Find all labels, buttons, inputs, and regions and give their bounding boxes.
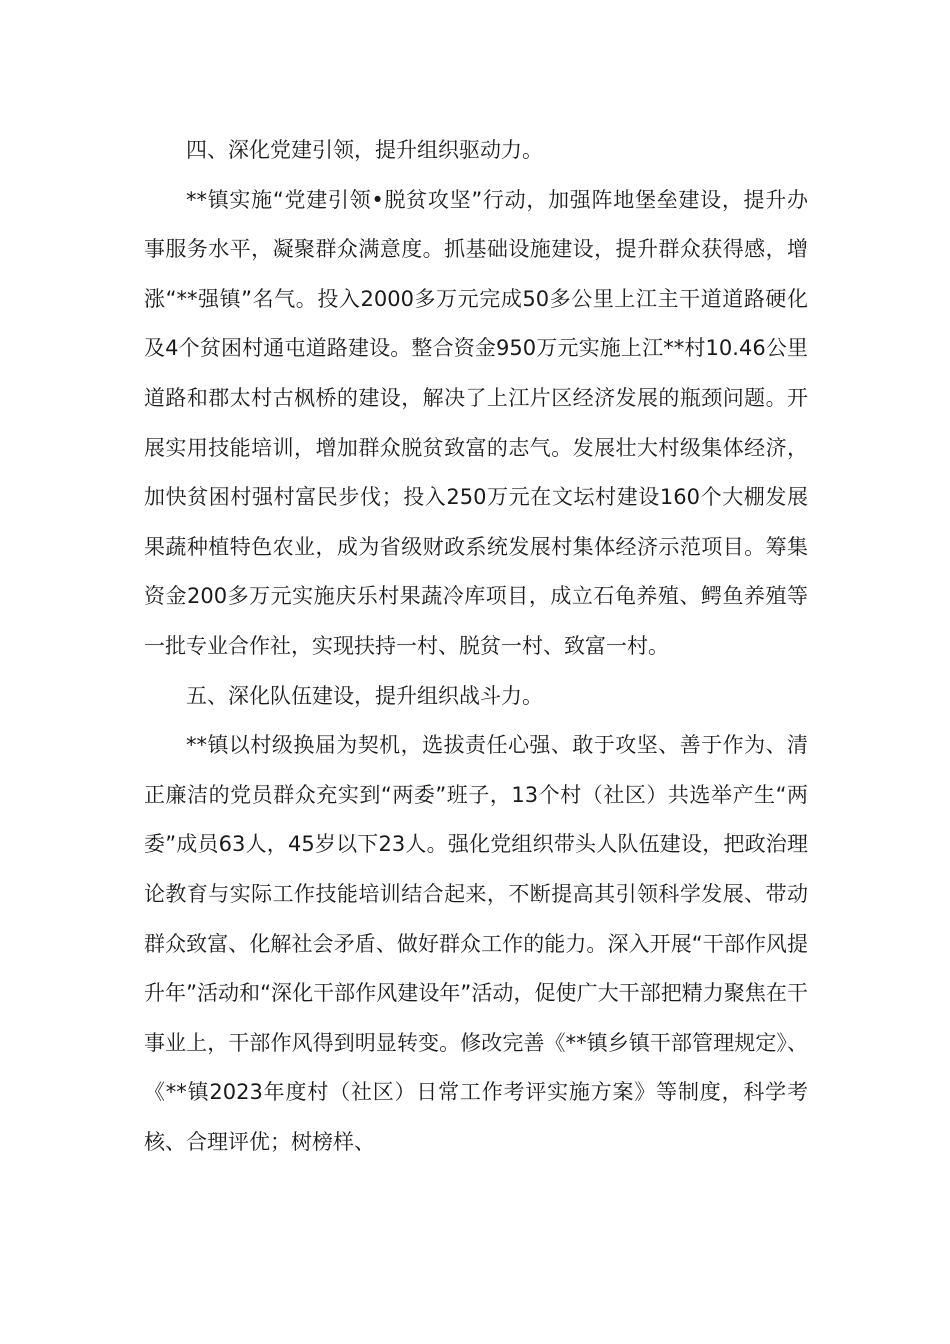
document-body bbox=[144, 126, 808, 1167]
section-paragraph-5: **镇以村级换届为契机，选拔责任心强、敢于攻坚、善于作为、清正廉洁的党员群众充实到“两委”班子，13个村（社区）共选举产生“两委”成员63人，45岁以下23人。强化党组织带头人队伍建设，把政治理论教育与实际工作技能培训结合起来，不断提高其引领科学发展、带动群众致富、化解社会矛盾、做好群众工作的能力。深入开展“干部作风提升年”活动和“深化干部作风建设年”活动，促使广大干部把精力聚焦在干事业上，干部作风得到明显转变。修改完善《**镇乡镇干部管理规定》、《**镇2023年度村（社区）日常工作考评实施方案》等制度，科学考核、合理评优；树榜样、 bbox=[144, 733, 808, 1154]
section-heading-5: 五、深化队伍建设，提升组织战斗力。 bbox=[186, 683, 543, 708]
section-paragraph-4: **镇实施“党建引领•脱贫攻坚”行动，加强阵地堡垒建设，提升办事服务水平，凝聚群众满意度。抓基础设施建设，提升群众获得感，增涨“**强镇”名气。投入2000多万元完成50多公里上江主干道道路硬化及4个贫困村通屯道路建设。整合资金950万元实施上江**村10.46公里道路和郡太村古枫桥的建设，解决了上江片区经济发展的瓶颈问题。开展实用技能培训，增加群众脱贫致富的志气。发展壮大村级集体经济，加快贫困村强村富民步伐；投入250万元在文坛村建设160个大棚发展果蔬种植特色农业，成为省级财政系统发展村集体经济示范项目。筹集资金200多万元实施庆乐村果蔬冷库项目，成立石龟养殖、鳄鱼养殖等一批专业合作社，实现扶持一村、脱贫一村、致富一村。 bbox=[144, 187, 808, 658]
section-heading-4: 四、深化党建引领，提升组织驱动力。 bbox=[186, 138, 543, 162]
